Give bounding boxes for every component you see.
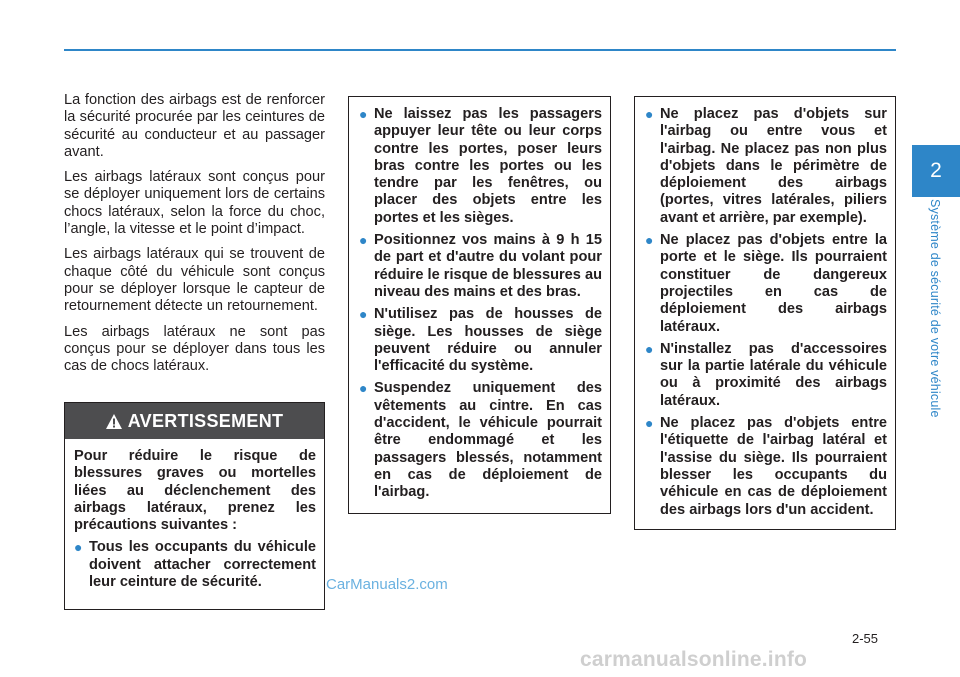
warning-triangle-icon: [106, 414, 122, 429]
bullet-dot-icon: ●: [74, 539, 83, 556]
chapter-number: 2: [930, 159, 942, 182]
page-number: 2-55: [852, 631, 879, 646]
list-item: ● N'utilisez pas de housses de siège. Les housses de siège peuvent réduire ou annuler l'efficacité du système.: [359, 306, 602, 375]
list-item: ● Ne placez pas d'objets entre l'étiquette de l'airbag latéral et l'assise du siège. Ils pourraient blesser les occupants du véhicule en cas de déploiement des airbags lors d'un accident.: [645, 415, 887, 518]
precautions-box-middle: [348, 96, 611, 514]
list-item: ● Positionnez vos mains à 9 h 15 de part et d'autre du volant pour réduire le risque de blessures au niveau des mains et des bras.: [359, 232, 602, 300]
precautions-list-middle: [359, 106, 602, 502]
bullet-dot-icon: ●: [645, 232, 654, 249]
warning-title: AVERTISSEMENT: [127, 410, 284, 431]
bullet-dot-icon: ●: [645, 340, 654, 357]
precautions-box-right: [634, 96, 896, 530]
precautions-list-right: [645, 106, 887, 519]
bullet-dot-icon: ●: [645, 106, 654, 122]
intro-paragraph: Les airbags latéraux qui se trouvent de chaque côté du véhicule sont conçus pour se déployer lorsque le capteur de retournement détecte un retournement.: [64, 246, 325, 315]
intro-paragraph: Les airbags latéraux sont conçus pour se déployer uniquement lors de certains chocs latéraux, selon la force du choc, l’angle, la vitesse et le point d’impact.: [64, 169, 325, 238]
warning-body: [65, 439, 324, 591]
list-item: ● Ne placez pas d'objets entre la porte et le siège. Ils pourraient constituer de dangereux projectiles en cas de déploiement des airbags latéraux.: [645, 232, 887, 335]
chapter-tab: [912, 145, 960, 197]
warning-list: [74, 539, 316, 591]
bullet-dot-icon: ●: [359, 380, 368, 397]
bullet-dot-icon: ●: [645, 415, 654, 432]
intro-column: [64, 92, 325, 383]
bullet-dot-icon: ●: [359, 306, 368, 323]
list-item: ● Tous les occupants du véhicule doivent attacher correctement leur ceinture de sécurité.: [74, 539, 316, 591]
bullet-dot-icon: ●: [359, 106, 368, 122]
watermark-top: CarManuals2.com: [326, 576, 448, 593]
bullet-dot-icon: ●: [359, 232, 368, 249]
list-item: ● Ne placez pas d'objets sur l'airbag ou entre vous et l'airbag. Ne placez pas non plus d'objets dans le périmètre de déploiement des airbags (portes, vitres latérales, piliers avant et arrière, par exemple).: [645, 106, 887, 226]
intro-paragraph: La fonction des airbags est de renforcer la sécurité procurée par les ceintures de sécurité au conducteur et au passager avant.: [64, 92, 325, 160]
top-rule: [64, 49, 896, 51]
chapter-title: Système de sécurité de votre véhicule: [928, 199, 942, 418]
watermark-bottom: carmanualsonline.info: [580, 648, 808, 671]
intro-paragraph: Les airbags latéraux ne sont pas conçus pour se déployer dans tous les cas de chocs latéraux.: [64, 323, 325, 375]
warning-intro: Pour réduire le risque de blessures graves ou mortelles liées au déclenchement des airbags latéraux, prenez les précautions suivantes :: [74, 448, 316, 534]
list-item: ● N'installez pas d'accessoires sur la partie latérale du véhicule ou à proximité des airbags latéraux.: [645, 340, 887, 409]
list-item: ● Suspendez uniquement des vêtements au cintre. En cas d'accident, le véhicule pourrait être endommagé et les passagers blessés, notamment en cas de déploiement de l'airbag.: [359, 380, 602, 501]
list-item: ● Ne laissez pas les passagers appuyer leur tête ou leur corps contre les portes, poser leurs bras contre les portes ou les tendre par les fenêtres, ou placer des objets entre les portes et les sièges.: [359, 106, 602, 226]
warning-box: [64, 402, 325, 610]
warning-header: [65, 403, 324, 439]
